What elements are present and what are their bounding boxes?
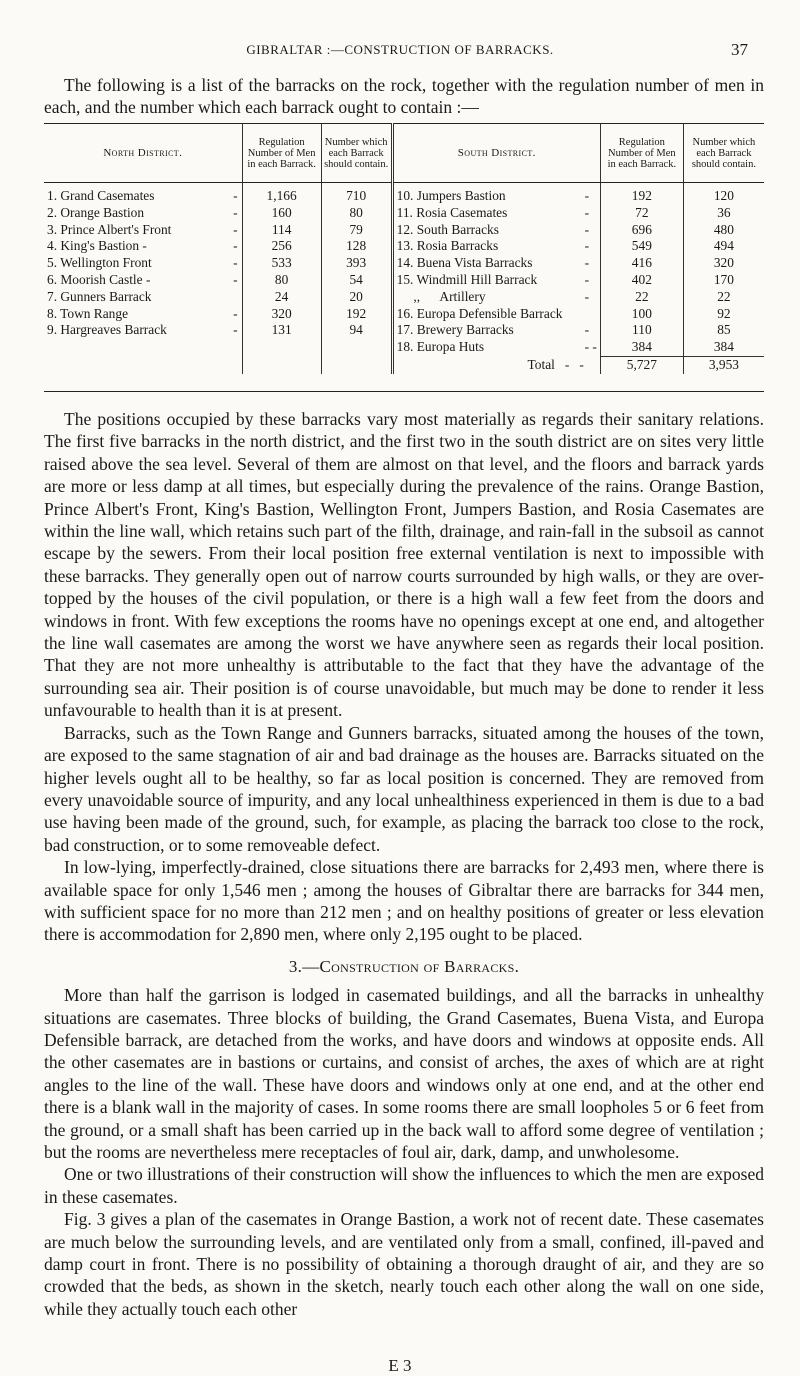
table-row (44, 183, 764, 205)
north-name-cell: 6. Moorish Castle - (47, 271, 151, 287)
north-name-cell: 1. Grand Casemates (47, 188, 155, 203)
south-should-contain-cell: 320 (683, 255, 764, 272)
north-should-contain-cell: 710 (321, 183, 392, 205)
south-dash-cell: - (584, 255, 590, 271)
rule-cell (44, 374, 764, 391)
north-dash-cell: - (233, 221, 238, 237)
total-should-contain: 3,953 (683, 356, 764, 373)
south-dash-cell: - (584, 221, 590, 237)
south-should-contain-cell: 494 (683, 238, 764, 255)
paragraph-casemates: More than half the garrison is lodged in casemated buildings, and all the barracks in unhealthy situations are casemates. Three blocks of building, the Grand Casemates, Buena Vista, and Europa Defensible barrack, are detached from the works, and have doors and windows at opposite ends. All the other casemates are in bastions or curtains, and consist of arches, the axes of which are at right angles to the line of the wall. These have doors and windows only at one end, and at the other end there is a blank wall in the majority of cases. In some rooms there are small loopholes 5 or 6 feet from the ground, or a small shaft has been carried up in the back wall to afford some degree of ventilation ; but the rooms are nevertheless mere receptacles of foul air, dark, damp, and unwholesome. (44, 985, 764, 1162)
empty-cell (230, 356, 242, 373)
south-regulation-cell: 402 (600, 272, 683, 289)
south-regulation-cell: 416 (600, 255, 683, 272)
south-name-cell: ,, Artillery (392, 289, 581, 306)
south-should-contain-cell: 36 (683, 205, 764, 222)
north-name-cell: 5. Wellington Front (47, 255, 152, 271)
south-name-cell: 10. Jumpers Bastion (392, 183, 581, 205)
south-name-cell: 13. Rosia Barracks (392, 238, 581, 255)
south-name-cell: 14. Buena Vista Barracks (392, 255, 581, 272)
south-regulation-header: Regulation Number of Men in each Barrack. (600, 124, 683, 183)
table-body (44, 183, 764, 392)
paragraph-town-barracks: Barracks, such as the Town Range and Gunners barracks, situated among the houses of the town, are exposed to the same stagnation of air and bad drainage as the houses are. Barracks situated on the higher levels ought all to be healthy, so far as local position is concerned. They are removed from every unavoidable source of impurity, and any local unhealthiness experienced in them is due to a bad use having been made of the ground, such, for example, as placing the barrack too close to the rock, bad construction, or to some removeable defect. (44, 722, 764, 855)
north-should-contain-cell: 94 (321, 322, 392, 339)
north-dash-cell: - (233, 322, 238, 338)
north-should-contain-cell: 128 (321, 238, 392, 255)
south-name-cell: 18. Europa Huts (392, 339, 581, 356)
south-regulation-cell: 100 (600, 306, 683, 323)
table-row (44, 289, 764, 306)
south-should-contain-cell: 85 (683, 322, 764, 339)
north-dash-cell: - (233, 271, 238, 287)
signature-mark: E 3 (388, 1356, 412, 1375)
section-title: 3.—Construction of Barracks. (288, 956, 520, 976)
south-name-cell: 11. Rosia Casemates (392, 205, 581, 222)
north-dash-cell: - (233, 255, 238, 271)
south-dash-cell: - (584, 288, 590, 304)
body-text (44, 408, 764, 1320)
north-name-cell (44, 339, 230, 356)
north-should-contain-cell (321, 339, 392, 356)
north-name-cell: 9. Hargreaves Barrack (47, 322, 167, 338)
south-name-cell: 15. Windmill Hill Barrack (392, 272, 581, 289)
south-dash-cell (582, 306, 601, 323)
north-dash-cell: - (233, 204, 238, 220)
barracks-table (44, 123, 764, 392)
empty-cell (44, 356, 230, 373)
north-dash-cell: - (233, 188, 238, 203)
south-dash-cell: - (584, 322, 590, 338)
paragraph-orange-bastion: Fig. 3 gives a plan of the casemates in Orange Bastion, a work not of recent date. These casemates are much below the surrounding levels, and are ventilated only from a small, confined, ill-paved and damp court in front. There is no possibility of obtaining a thorough draught of air, and they are so crowded that the beds, as shown in the sketch, nearly touch each other along the wall on one side, while they actually touch each other (44, 1209, 764, 1319)
north-should-contain-cell: 393 (321, 255, 392, 272)
south-name-cell: 17. Brewery Barracks (392, 322, 581, 339)
north-regulation-cell: 320 (242, 306, 321, 323)
intro-paragraph: The following is a list of the barracks on the rock, together with the regulation number of men in each, and the number which each barrack ought to contain :— (44, 75, 764, 117)
table-header-row (44, 124, 764, 183)
north-name-cell: 7. Gunners Barrack (47, 288, 152, 304)
north-regulation-cell: 114 (242, 222, 321, 239)
north-should-contain-cell: 20 (321, 289, 392, 306)
north-regulation-cell: 160 (242, 205, 321, 222)
south-regulation-cell: 192 (600, 183, 683, 205)
table-row (44, 255, 764, 272)
south-dash-cell: - (584, 238, 590, 254)
south-district-header: South District. (392, 124, 600, 183)
north-name-cell: 3. Prince Albert's Front (47, 221, 172, 237)
south-regulation-cell: 549 (600, 238, 683, 255)
north-should-contain-cell: 54 (321, 272, 392, 289)
north-regulation-cell: 1,166 (242, 183, 321, 205)
south-dash-cell: - (584, 204, 590, 220)
north-name-cell: 2. Orange Bastion (47, 204, 145, 220)
north-dash-cell (230, 289, 242, 306)
paragraph-sanitary-relations: The positions occupied by these barracks vary most materially as regards their sanitary relations. The first five barracks in the north district, and the first two in the south district are on sites very little raised above the sea level. Several of them are almost on that level, and the floors and barrack yards are more or less damp at all times, but especially during the prevalence of the rains. Orange Bastion, Prince Albert's Front, King's Bastion, Wellington Front, Jumpers Bastion, and Rosia Casemates are within the line wall, which retains such part of the filth, drainage, and rain-fall in the subsoil as cannot escape by the sewers. From their local position free external ventilation is next to impossible with these barracks. They generally open out of narrow courts surrounded by high walls, or they are over-topped by the houses of the civil population, or there is a high wall a few feet from the doors and windows in front. With few exceptions the rooms have no openings except at one end, and altogether the line wall casemates are among the worst we have anywhere seen as regards their local position. That they are not more unhealthy is attributable to the fact that they have the advantage of the surrounding sea air. Their position is of course unavoidable, but much may be done to render it less unfavourable to health than it is at present. (44, 409, 764, 721)
south-name-cell: 12. South Barracks (392, 222, 581, 239)
north-regulation-cell: 80 (242, 272, 321, 289)
south-dash-cell: - - (584, 339, 597, 355)
table-bottom-rule (44, 374, 764, 391)
page-number: 37 (731, 40, 748, 59)
table-row (44, 238, 764, 255)
north-dash-cell: - (233, 305, 238, 321)
south-regulation-cell: 72 (600, 205, 683, 222)
north-should-contain-header: Number which each Barrack should contain. (321, 124, 392, 183)
south-regulation-cell: 110 (600, 322, 683, 339)
north-name-cell: 8. Town Range (47, 305, 129, 321)
paragraph-illustrations: One or two illustrations of their construction will show the influences to which the men are exposed in these casemates. (44, 1164, 764, 1207)
table-row (44, 339, 764, 356)
south-dash-cell: - (584, 188, 590, 203)
north-district-header: North District. (44, 124, 242, 183)
total-row (44, 356, 764, 373)
south-name-cell: 16. Europa Defensible Barrack (392, 306, 581, 323)
table-row (44, 222, 764, 239)
south-dash-cell: - (584, 271, 590, 287)
north-regulation-cell: 131 (242, 322, 321, 339)
north-regulation-cell: 533 (242, 255, 321, 272)
north-should-contain-cell: 192 (321, 306, 392, 323)
south-should-contain-cell: 22 (683, 289, 764, 306)
paragraph-accommodation: In low-lying, imperfectly-drained, close situations there are barracks for 2,493 men, where there is available space for only 1,546 men ; among the houses of Gibraltar there are barracks for 344 men, with sufficient space for no more than 212 men ; and on healthy positions of greater or less elevation there is accommodation for 2,890 men, where only 2,195 ought to be placed. (44, 857, 764, 945)
north-regulation-cell: 24 (242, 289, 321, 306)
total-regulation: 5,727 (600, 356, 683, 373)
empty-cell (242, 356, 321, 373)
north-name-cell: 4. King's Bastion - (47, 238, 147, 254)
running-header: GIBRALTAR :—CONSTRUCTION OF BARRACKS. (246, 42, 554, 57)
table-row (44, 322, 764, 339)
north-regulation-cell (242, 339, 321, 356)
south-regulation-cell: 22 (600, 289, 683, 306)
north-dash-cell: - (233, 238, 238, 254)
total-label: Total - - (392, 356, 600, 373)
south-regulation-cell: 384 (600, 339, 683, 356)
north-should-contain-cell: 79 (321, 222, 392, 239)
south-regulation-cell: 696 (600, 222, 683, 239)
south-should-contain-cell: 384 (683, 339, 764, 356)
table-row (44, 272, 764, 289)
north-dash-cell (230, 339, 242, 356)
empty-cell (321, 356, 392, 373)
south-should-contain-cell: 92 (683, 306, 764, 323)
south-should-contain-cell: 170 (683, 272, 764, 289)
south-should-contain-cell: 120 (683, 183, 764, 205)
north-regulation-header: Regulation Number of Men in each Barrack. (242, 124, 321, 183)
north-regulation-cell: 256 (242, 238, 321, 255)
south-should-contain-cell: 480 (683, 222, 764, 239)
south-should-contain-header: Number which each Barrack should contain. (683, 124, 764, 183)
table-row (44, 306, 764, 323)
north-should-contain-cell: 80 (321, 205, 392, 222)
table-row (44, 205, 764, 222)
